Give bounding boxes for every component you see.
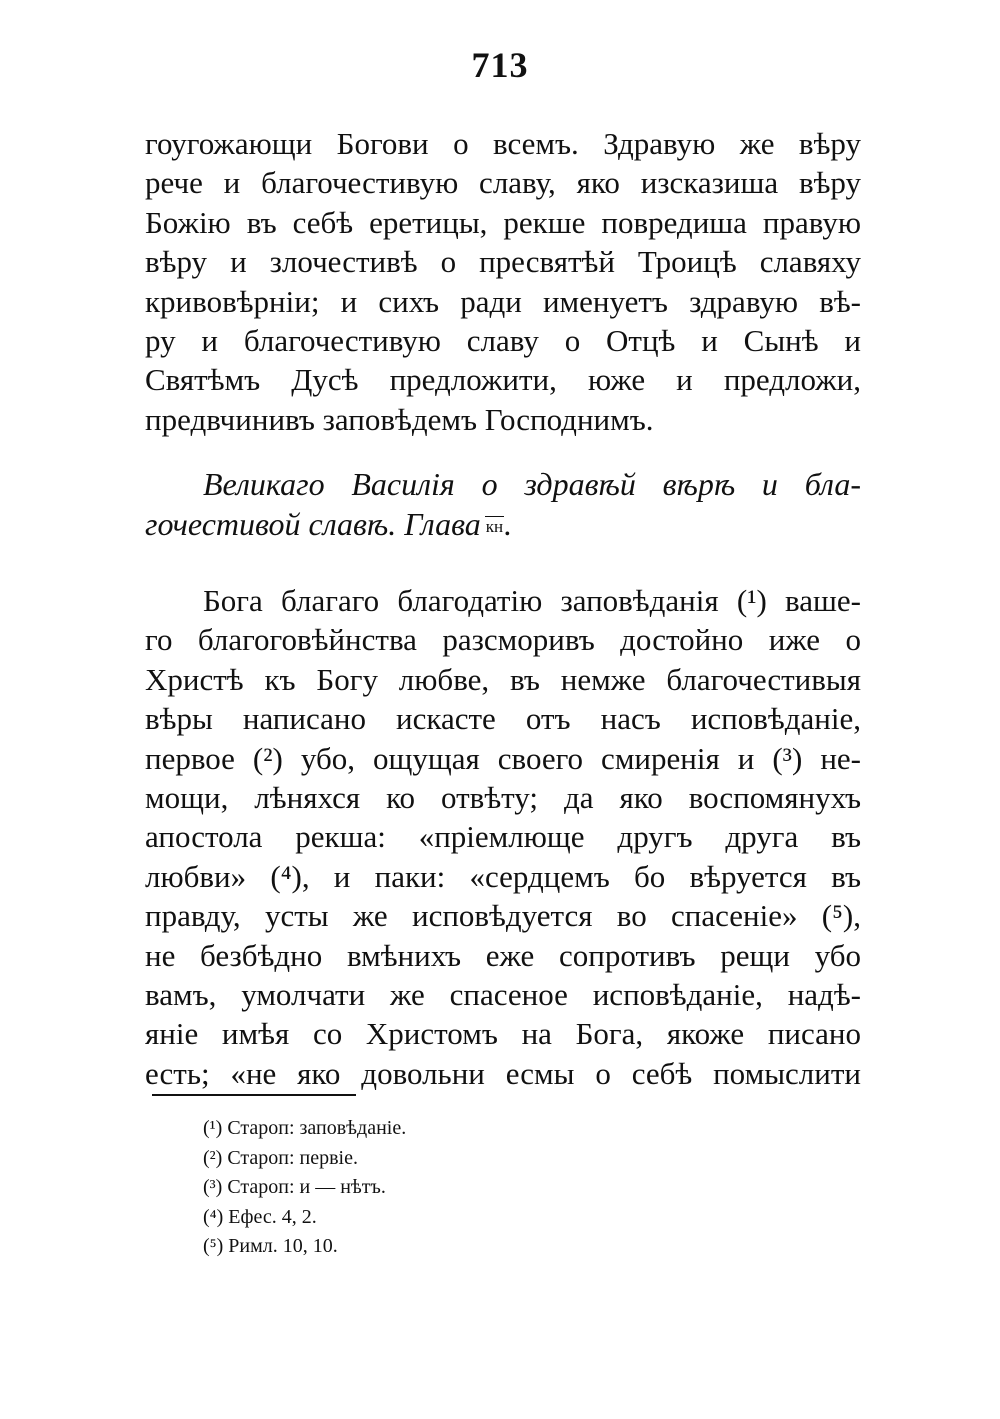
text-line: го благоговѣйнства разсморивъ достойно иже о — [145, 622, 861, 658]
footnote-divider — [152, 1094, 356, 1096]
text-line: не безбѣдно вмѣнихъ еже сопротивъ рещи убо — [145, 937, 861, 973]
text-line: любви» (⁴), и паки: «сердцемъ бо вѣруется въ — [145, 858, 861, 894]
heading-line-2: гочестивой славѣ. Глава кн. — [145, 506, 513, 542]
footnotes — [203, 1114, 406, 1262]
footnote: (⁵) Римл. 10, 10. — [203, 1235, 338, 1258]
heading-text: гочестивой славѣ. Глава — [145, 506, 481, 542]
text-line: апостола рекша: «пріемлюще другъ друга въ — [145, 819, 861, 855]
text-line: Святѣмъ Дусѣ предложити, юже и предложи, — [145, 362, 861, 398]
text-line: ру и благочестивую славу о Отцѣ и Сынѣ и — [145, 322, 861, 358]
text-line: Божію въ себѣ еретицы, рекше повредиша правую — [145, 204, 861, 240]
text-line: яніе имѣя со Христомъ на Бога, якоже писано — [145, 1016, 861, 1052]
paragraph-2 — [145, 581, 861, 1093]
chapter-number: кн — [485, 517, 504, 536]
paragraph-1 — [145, 124, 861, 439]
text-line: первое (²) убо, ощущая своего смиренія и (³) не- — [145, 740, 861, 776]
text-line: Христѣ къ Богу любве, въ немже благочестивыя — [145, 661, 861, 697]
text-line: вамъ, умолчати же спасеное исповѣданіе, надѣ- — [145, 976, 861, 1012]
text-line: гоугожающи Богови о всемъ. Здравую же вѣру — [145, 126, 861, 161]
text-line: Бога благаго благодатію заповѣданія (¹) ваше- — [203, 583, 861, 618]
text-line: вѣры написано искасте отъ насъ исповѣданіе, — [145, 701, 861, 737]
footnote: (⁴) Ефес. 4, 2. — [203, 1205, 317, 1228]
footnote: (¹) Староп: заповѣданіе. — [203, 1117, 407, 1139]
footnote: (²) Староп: первіе. — [203, 1146, 358, 1169]
text-line: есть; «не яко довольни есмы о себѣ помыслити — [145, 1055, 861, 1091]
text-line: кривовѣрніи; и сихъ ради именуетъ здравую вѣ- — [145, 283, 861, 319]
text-line: мощи, лѣняхся ко отвѣту; да яко воспомянухъ — [145, 779, 861, 815]
text-line: вѣру и злочестивѣ о пресвятѣй Троицѣ славяху — [145, 244, 861, 280]
footnote: (³) Староп: и — нѣтъ. — [203, 1176, 386, 1199]
chapter-heading — [145, 464, 861, 544]
text-line: предвчинивъ заповѣдемъ Господнимъ. — [145, 401, 654, 437]
page-number: 713 — [471, 45, 529, 85]
text-line: рече и благочестивую славу, яко изсказиша вѣру — [145, 165, 861, 201]
text-line: правду, усты же исповѣдуется во спасеніе» (⁵), — [145, 898, 861, 934]
heading-line: Великаго Василія о здравѣй вѣрѣ и бла- — [203, 466, 861, 502]
